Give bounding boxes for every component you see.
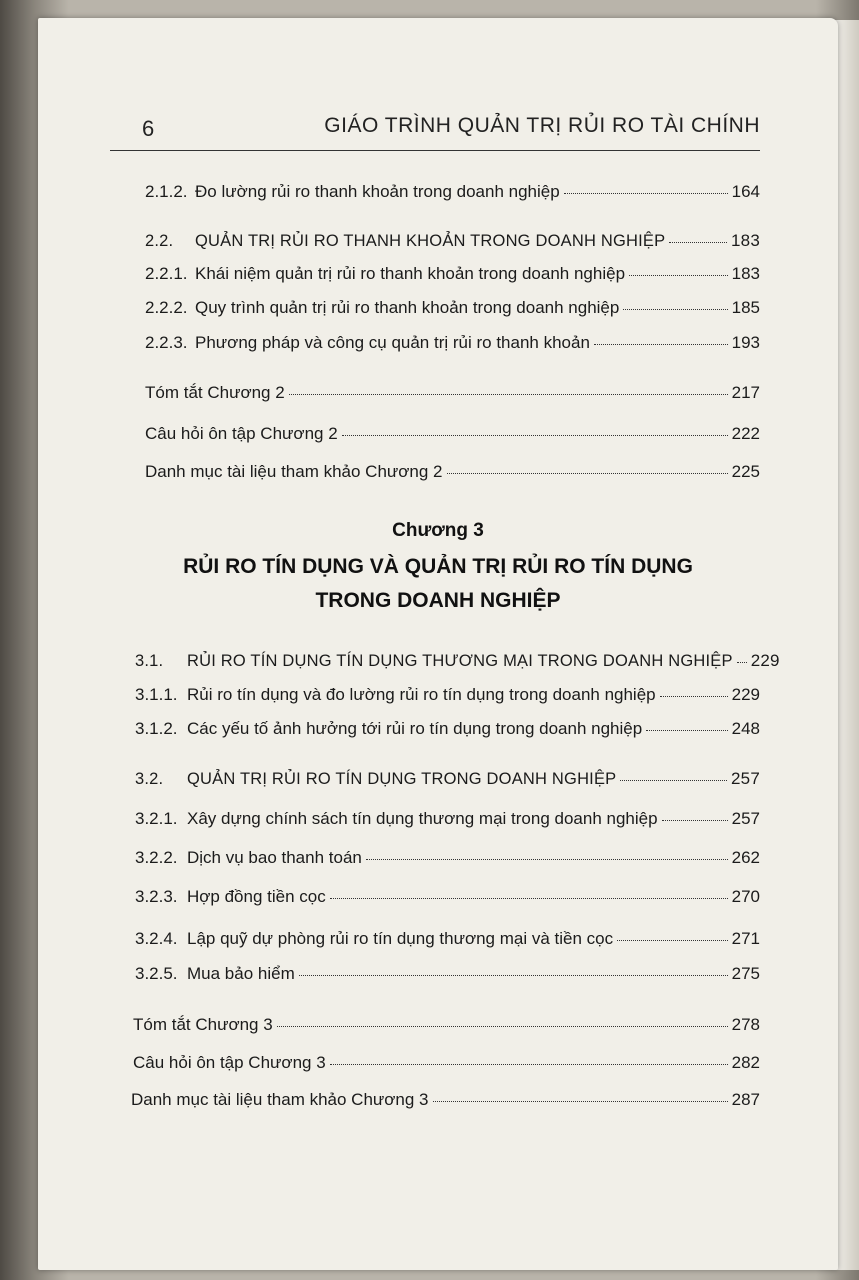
leader-dots [629, 275, 728, 276]
entry-text: Danh mục tài liệu tham khảo Chương 3 [131, 1090, 429, 1109]
entry-number: 2.1.2. [145, 182, 188, 201]
entry-page: 222 [731, 424, 760, 443]
entry-page: 270 [731, 887, 760, 906]
entry-text: Quy trình quản trị rủi ro thanh khoản trong doanh nghiệp [195, 298, 620, 317]
toc-entry [145, 182, 760, 202]
entry-text: Xây dựng chính sách tín dụng thương mại trong doanh nghiệp [187, 809, 658, 828]
entry-page: 248 [731, 719, 760, 738]
entry-page: 229 [731, 685, 760, 704]
entry-page: 282 [731, 1053, 760, 1072]
toc-entry [135, 769, 760, 789]
toc-entry [145, 298, 760, 318]
toc-entry [145, 264, 760, 284]
entry-number: 2.2.2. [145, 298, 188, 317]
entry-number: 3.2.3. [135, 887, 178, 906]
entry-text: Câu hỏi ôn tập Chương 3 [133, 1053, 326, 1072]
entry-page: 257 [731, 809, 760, 828]
entry-page: 287 [731, 1090, 760, 1109]
entry-page: 271 [731, 929, 760, 948]
book-title: GIÁO TRÌNH QUẢN TRỊ RỦI RO TÀI CHÍNH [324, 114, 760, 137]
toc-entry [135, 809, 760, 829]
entry-text: Danh mục tài liệu tham khảo Chương 2 [145, 462, 443, 481]
toc-entry [145, 383, 760, 403]
entry-number: 3.2.5. [135, 964, 178, 983]
page-number: 6 [142, 116, 155, 141]
leader-dots [289, 394, 728, 395]
leader-dots [277, 1026, 728, 1027]
leader-dots [669, 242, 727, 243]
toc-entry [131, 1090, 760, 1110]
entry-number: 3.1.2. [135, 719, 178, 738]
entry-number: 2.2. [145, 232, 174, 250]
entry-number: 2.2.3. [145, 333, 188, 352]
entry-page: 275 [731, 964, 760, 983]
entry-text: RỦI RO TÍN DỤNG TÍN DỤNG THƯƠNG MẠI TRONG DOANH NGHIỆP [187, 652, 733, 670]
entry-number: 3.1. [135, 652, 164, 670]
entry-text: Tóm tắt Chương 2 [145, 383, 285, 402]
entry-text: Mua bảo hiểm [187, 964, 295, 983]
toc-entry [135, 651, 780, 671]
entry-text: Các yếu tố ảnh hưởng tới rủi ro tín dụng trong doanh nghiệp [187, 719, 643, 738]
entry-text: Khái niệm quản trị rủi ro thanh khoản trong doanh nghiệp [195, 264, 626, 283]
leader-dots [660, 696, 728, 697]
entry-page: 217 [731, 383, 760, 402]
leader-dots [594, 344, 728, 345]
entry-text: QUẢN TRỊ RỦI RO TÍN DỤNG TRONG DOANH NGHIỆP [187, 770, 617, 788]
leader-dots [366, 859, 728, 860]
leader-dots [623, 309, 727, 310]
toc-entry [145, 333, 760, 353]
entry-text: Câu hỏi ôn tập Chương 2 [145, 424, 338, 443]
entry-page: 262 [731, 848, 760, 867]
toc-entry [135, 719, 760, 739]
leader-dots [646, 730, 727, 731]
entry-number: 3.1.1. [135, 685, 178, 704]
leader-dots [330, 1064, 728, 1065]
leader-dots [330, 898, 728, 899]
entry-number: 2.2.1. [145, 264, 188, 283]
entry-text: Hợp đồng tiền cọc [187, 887, 326, 906]
toc-entry [133, 1015, 760, 1035]
entry-text: QUẢN TRỊ RỦI RO THANH KHOẢN TRONG DOANH NGHIỆP [195, 232, 666, 250]
toc-entry [135, 887, 760, 907]
entry-page: 183 [731, 264, 760, 283]
leader-dots [737, 662, 747, 663]
entry-number: 3.2. [135, 770, 164, 788]
toc-entry [133, 1053, 760, 1073]
chapter-title-line2: TRONG DOANH NGHIỆP [315, 589, 561, 612]
entry-page: 257 [731, 769, 760, 788]
leader-dots [299, 975, 728, 976]
entry-number: 3.2.1. [135, 809, 178, 828]
toc-entry [135, 929, 760, 949]
leader-dots [447, 473, 728, 474]
entry-text: Phương pháp và công cụ quản trị rủi ro thanh khoản [195, 333, 590, 352]
entry-page: 225 [731, 462, 760, 481]
leader-dots [342, 435, 728, 436]
leader-dots [662, 820, 728, 821]
page-header [110, 110, 760, 151]
entry-text: Dịch vụ bao thanh toán [187, 848, 362, 867]
entry-text: Tóm tắt Chương 3 [133, 1015, 273, 1034]
toc-entry [145, 424, 760, 444]
entry-page: 164 [731, 182, 760, 201]
toc-entry [135, 964, 760, 984]
toc-entry [145, 231, 760, 251]
toc-entry [135, 848, 760, 868]
toc-entry [145, 462, 760, 482]
entry-number: 3.2.4. [135, 929, 178, 948]
entry-page: 278 [731, 1015, 760, 1034]
leader-dots [433, 1101, 728, 1102]
leader-dots [620, 780, 727, 781]
entry-page: 193 [731, 333, 760, 352]
leader-dots [564, 193, 728, 194]
toc-entry [135, 685, 760, 705]
leader-dots [617, 940, 728, 941]
entry-page: 183 [731, 231, 760, 250]
entry-page: 229 [750, 651, 780, 670]
chapter-label: Chương 3 [392, 520, 484, 541]
book-page [38, 18, 838, 1270]
entry-text: Lập quỹ dự phòng rủi ro tín dụng thương mại và tiền cọc [187, 929, 614, 948]
chapter-title-line1: RỦI RO TÍN DỤNG VÀ QUẢN TRỊ RỦI RO TÍN DỤNG [183, 555, 693, 578]
entry-text: Rủi ro tín dụng và đo lường rủi ro tín dụng trong doanh nghiệp [187, 685, 656, 704]
entry-number: 3.2.2. [135, 848, 178, 867]
entry-text: Đo lường rủi ro thanh khoản trong doanh nghiệp [195, 182, 560, 201]
entry-page: 185 [731, 298, 760, 317]
